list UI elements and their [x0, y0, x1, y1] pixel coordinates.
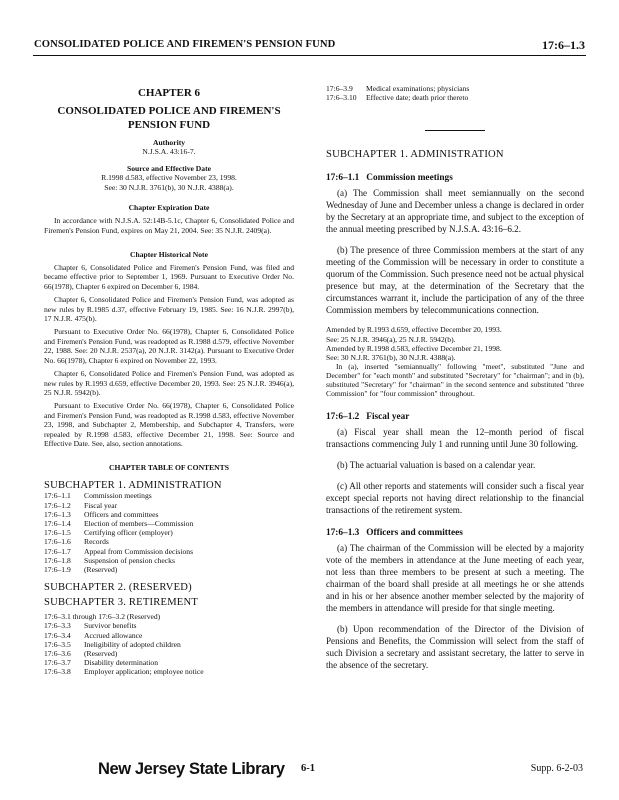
history-paragraph: Pursuant to Executive Order No. 66(1978), Chapter 6, Consolidated Police and Firemen's Pension Fund, was readopted as R.1998 d.583, effective November 23, 1998, and Subchapter 2, Membership, and Subchapter 4, Transfers, were repealed by R.1998 d.583, effective December 21, 1998. See: Source and Effective Date. See, also, section annotations.	[44, 401, 294, 448]
history-paragraph: Chapter 6, Consolidated Police and Firemen's Pension Fund, was adopted as new rules by R.1985 d.37, effective February 19, 1985. See: 16 N.J.R. 2997(b), 17 N.J.R. 475(b).	[44, 295, 294, 324]
section-paragraph: (b) The actuarial valuation is based on a calendar year.	[337, 460, 536, 471]
section-paragraph: (a) The Commission shall meet semiannually on the second Wednesday of June and December unless a change is declared in order by the Secretary at an appropriate time, and subject to the exception of the annual meeting prescribed by N.J.S.A. 43:16–6.2.	[326, 188, 584, 235]
toc-code: 17:6–3.3	[44, 621, 71, 631]
toc-subchapter-2: SUBCHAPTER 2. (RESERVED)	[44, 582, 192, 594]
toc-row	[44, 658, 294, 667]
toc-code: 17:6–3.5	[44, 639, 71, 649]
section-title: Officers and committees	[366, 528, 463, 539]
toc-name: Employer application; employee notice	[84, 667, 204, 677]
toc-row	[44, 510, 294, 519]
section-title: Commission meetings	[366, 173, 453, 184]
toc-subchapter-3: SUBCHAPTER 3. RETIREMENT	[44, 597, 199, 609]
toc-code: 17:6–1.7	[44, 546, 71, 556]
history-paragraph: Pursuant to Executive Order No. 66(1978), Chapter 6, Consolidated Police and Firemen's Pension Fund, was readopted as R.1988 d.579, effective November 22, 1988. See: 20 N.J.R. 2537(a), 20 N.J.R. 3142(a). Pursuant to Executive Order No. 66(1978), Chapter 6 expired on November 22, 1993.	[44, 327, 294, 365]
section-paragraph: (b) Upon recommendation of the Director of the Division of Pensions and Benefits, the Commission will select from the staff of such Division a secretary and assistant secretary, the latter to serve in the absence of the secretary.	[326, 624, 584, 671]
expiration-label: Chapter Expiration Date	[128, 203, 210, 213]
toc-name: Effective date; death prior thereto	[366, 93, 469, 103]
toc-row	[326, 93, 584, 102]
amendment-note: Amended by R.1993 d.659, effective December 20, 1993.	[326, 325, 502, 335]
authority-text: N.J.S.A. 43:16-7.	[142, 147, 196, 156]
toc-code: 17:6–3.4	[44, 630, 71, 640]
separator-rule	[425, 130, 485, 131]
section-paragraph: (b) The presence of three Commission members at the start of any meeting of the Commission will be necessary in order to constitute a quorum of the Commission. Such presence need not be actual physical presence but may, at the determination of the Secretary that the circumstances warrant it, include the participation of any of the three Commission members by telecommunications connection.	[326, 245, 584, 316]
toc-code: 17:6–1.1	[44, 491, 71, 501]
toc-code: 17:6–3.10	[326, 93, 357, 103]
section-paragraph: (a) Fiscal year shall mean the 12–month period of fiscal transactions commencing July 1 and running until June 30 following.	[326, 427, 584, 450]
toc-row	[44, 621, 294, 630]
toc-code: 17:6–1.6	[44, 537, 71, 547]
section-number: 17:6–1.3	[326, 528, 360, 539]
toc-code: 17:6–1.5	[44, 528, 71, 538]
toc-code: 17:6–3.7	[44, 658, 71, 668]
authority-label: Authority	[152, 138, 186, 147]
header-rule	[33, 55, 586, 56]
toc-row	[44, 667, 294, 676]
chapter-title: CONSOLIDATED POLICE AND FIREMEN'S PENSION FUND	[57, 105, 281, 131]
chapter-number: CHAPTER 6	[137, 87, 201, 99]
toc-code: 17:6–1.4	[44, 518, 71, 528]
left-column	[44, 84, 294, 677]
toc-name: Disability determination	[84, 658, 159, 668]
history-paragraph: Chapter 6, Consolidated Police and Firemen's Pension Fund, was adopted as new rules by R.1993 d.659, effective December 20, 1993. See: 25 N.J.R. 3946(a), 25 N.J.R. 5942(b).	[44, 369, 294, 397]
running-header-section: 17:6–1.3	[542, 38, 585, 52]
toc-row	[44, 491, 294, 500]
toc-row	[44, 501, 294, 510]
toc-code: 17:6–1.2	[44, 500, 71, 510]
toc-row	[44, 631, 294, 640]
toc-name: Suspension of pension checks	[84, 555, 175, 565]
toc-row	[44, 556, 294, 565]
history-paragraph: Chapter 6, Consolidated Police and Firemen's Pension Fund, was filed and became effective prior to September 1, 1969. Pursuant to Executive Order No. 66(1978), Chapter 6 expired on December 6, 1984.	[44, 263, 294, 291]
section-heading-1-1	[326, 173, 584, 183]
toc-row	[326, 84, 584, 93]
toc-row	[44, 612, 294, 621]
toc-code: 17:6–3.6	[44, 648, 71, 658]
toc-code: 17:6–1.8	[44, 555, 71, 565]
toc-name: Commission meetings	[84, 491, 152, 501]
toc-name: Survivor benefits	[84, 621, 137, 631]
toc-name: Officers and committees	[84, 509, 159, 519]
toc-row	[44, 537, 294, 546]
amendment-note: See: 25 N.J.R. 3946(a), 25 N.J.R. 5942(b).	[326, 334, 456, 344]
toc-name: 17:6–3.1 through 17:6–3.2 (Reserved)	[44, 612, 161, 622]
toc-row	[44, 649, 294, 658]
toc-code: 17:6–3.8	[44, 667, 71, 677]
section-paragraph: (a) The chairman of the Commission will be elected by a majority vote of the members in attendance at the June meeting of each year, not less than three members to be present at such a meeting. The chairman of the board shall preside at all meetings he or she attends and in his or her absence another member selected by the majority of the members in attendance will preside for that single meeting.	[326, 543, 584, 614]
section-title: Fiscal year	[366, 412, 410, 423]
toc-name: Election of members—Commission	[84, 518, 194, 528]
running-header-title: CONSOLIDATED POLICE AND FIREMEN'S PENSION FUND	[34, 39, 336, 50]
toc-row	[44, 519, 294, 528]
toc-name: (Reserved)	[84, 648, 118, 658]
section-heading-1-3	[326, 528, 584, 538]
amendment-note: See: 30 N.J.R. 3761(b), 30 N.J.R. 4388(a).	[326, 352, 456, 362]
page-number: 6-1	[301, 763, 315, 774]
toc-code: 17:6–1.3	[44, 509, 71, 519]
toc-code: 17:6–1.9	[44, 564, 71, 574]
expiration-text: In accordance with N.J.S.A. 52:14B-5.1c, Chapter 6, Consolidated Police and Firemen's Pension Fund, expires on May 21, 2004. See: 35 N.J.R. 2409(a).	[44, 216, 294, 235]
toc-row	[44, 640, 294, 649]
toc-list-subchapter-1	[44, 491, 294, 574]
history-label: Chapter Historical Note	[130, 250, 208, 260]
section-paragraph: (c) All other reports and statements will consider such a fiscal year except special reports not having direct relationship to the financial transactions of the retirement system.	[326, 481, 584, 516]
toc-name: Fiscal year	[84, 500, 118, 510]
toc-name: Medical examinations; physicians	[366, 84, 470, 93]
toc-name: (Reserved)	[84, 564, 118, 574]
subchapter-1-heading: SUBCHAPTER 1. ADMINISTRATION	[326, 149, 504, 161]
toc-row	[44, 565, 294, 574]
source-line-2: See: 30 N.J.R. 3761(b), 30 N.J.R. 4388(a).	[104, 182, 234, 192]
toc-name: Ineligibility of adopted children	[84, 639, 181, 649]
toc-list-subchapter-3	[44, 621, 294, 676]
toc-name: Records	[84, 537, 109, 547]
source-line-1: R.1998 d.583, effective November 23, 1998.	[101, 173, 237, 183]
section-number: 17:6–1.2	[326, 412, 360, 423]
section-heading-1-2	[326, 412, 584, 422]
toc-name: Certifying officer (employer)	[84, 528, 173, 538]
toc-label: CHAPTER TABLE OF CONTENTS	[109, 463, 229, 473]
amendment-note: Amended by R.1998 d.583, effective December 21, 1998.	[326, 343, 502, 353]
toc-name: Appeal from Commission decisions	[84, 546, 194, 556]
toc-name: Accrued allowance	[84, 630, 143, 640]
toc-row	[44, 528, 294, 537]
amendment-note: In (a), inserted "semiannually" following "meet", substituted "June and December" for "each month" and substituted "Secretary" for "chairman"; and in (b), substituted "Secretary" for "chairman" in the second sentence and substituted "three Commission" for "four commission" throughout.	[326, 361, 584, 399]
section-number: 17:6–1.1	[326, 173, 360, 184]
right-column	[326, 84, 584, 671]
supplement-date: Supp. 6-2-03	[530, 763, 583, 774]
toc-code: 17:6–3.9	[326, 84, 353, 93]
library-stamp: New Jersey State Library	[98, 760, 285, 778]
toc-subchapter-1: SUBCHAPTER 1. ADMINISTRATION	[44, 480, 222, 492]
source-label: Source and Effective Date	[126, 164, 211, 174]
toc-row	[44, 547, 294, 556]
